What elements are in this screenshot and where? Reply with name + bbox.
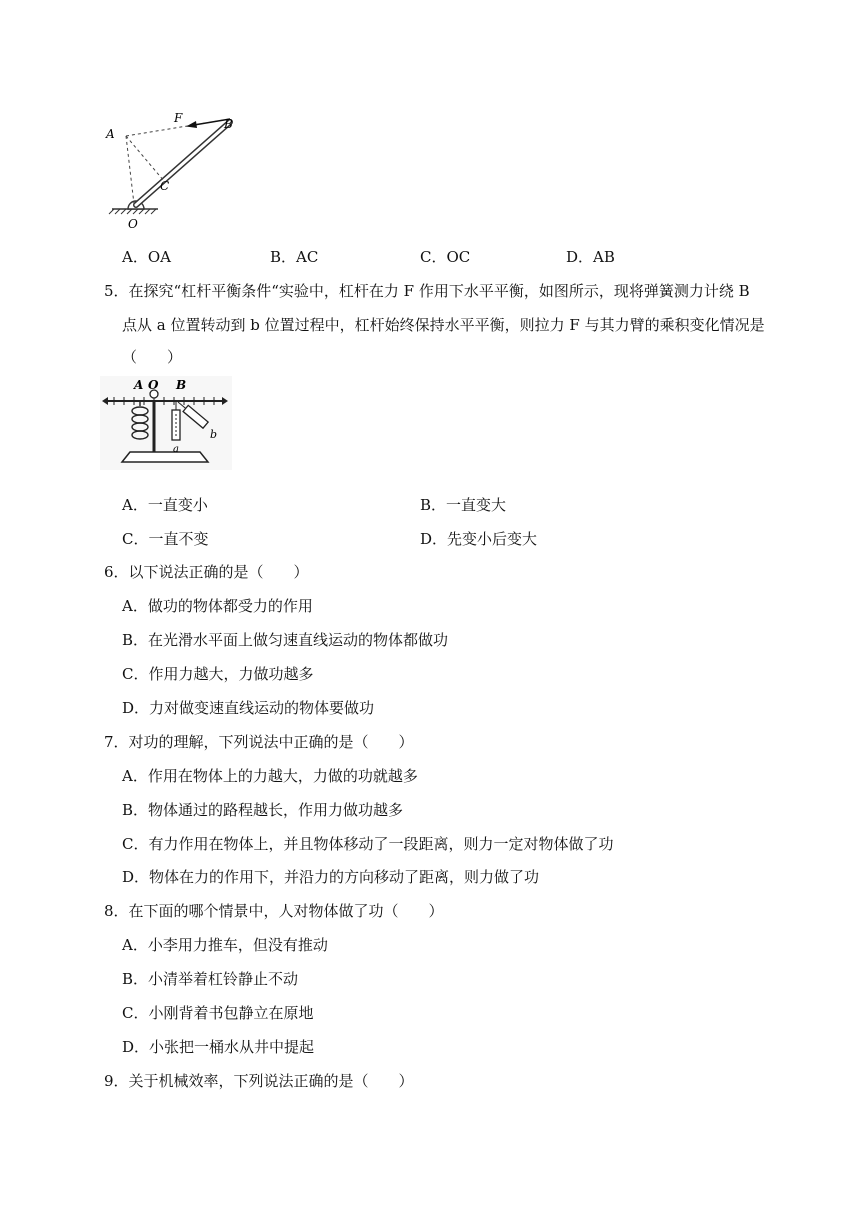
q5-option-a: A．一直变小: [122, 496, 208, 514]
q6-stem: 6．以下说法正确的是（ ）: [104, 563, 309, 581]
q5-option-d: D．先变小后变大: [420, 530, 538, 548]
q5-stem-line3: （ ）: [122, 348, 183, 366]
q8-stem: 8．在下面的哪个情景中，人对物体做了功（ ）: [104, 902, 444, 920]
lever-balance-figure: [100, 376, 232, 470]
lever-force-figure: [100, 108, 270, 233]
q5-option-b: B．一直变大: [420, 496, 507, 514]
dashed-AO: [126, 136, 134, 204]
q8-option-b: B．小清举着杠铃静止不动: [122, 970, 299, 988]
q8-option-d: D．小张把一桶水从井中提起: [122, 1038, 315, 1056]
q5-stem-line1: 5．在探究“杠杆平衡条件“实验中，杠杆在力 F 作用下水平平衡，如图所示，现将弹簧测力计绕 B: [104, 282, 750, 300]
label-B: B: [176, 378, 187, 392]
lever-force-diagram: [100, 108, 270, 233]
label-a: a: [173, 444, 179, 455]
q7-stem: 7．对功的理解，下列说法中正确的是（ ）: [104, 733, 414, 751]
label-A: A: [106, 127, 115, 141]
lever-balance-diagram: [100, 376, 232, 470]
q6-option-d: D．力对做变速直线运动的物体要做功: [122, 699, 375, 717]
q7-option-d: D．物体在力的作用下，并沿力的方向移动了距离，则力做了功: [122, 868, 540, 886]
q4-option-d: D．AB: [566, 248, 615, 266]
stand-base: [122, 452, 208, 462]
q6-option-c: C．作用力越大，力做功越多: [122, 665, 314, 683]
force-arrowhead: [186, 121, 197, 128]
q7-option-c: C．有力作用在物体上，并且物体移动了一段距离，则力一定对物体做了功: [122, 835, 614, 853]
q9-stem: 9．关于机械效率，下列说法正确的是（ ）: [104, 1072, 414, 1090]
q8-option-a: A．小李用力推车，但没有推动: [122, 936, 328, 954]
label-F: F: [174, 111, 183, 125]
q5-stem-line2: 点从 a 位置转动到 b 位置过程中，杠杆始终保持水平平衡，则拉力 F 与其力臂的乘积变化情况是: [122, 316, 765, 334]
q6-option-b: B．在光滑水平面上做匀速直线运动的物体都做功: [122, 631, 449, 649]
label-O: O: [148, 378, 159, 392]
q4-option-b: B．AC: [270, 248, 319, 266]
q4-option-a: A．OA: [122, 248, 171, 266]
label-B: B: [224, 117, 233, 131]
dashed-AC: [126, 136, 164, 181]
q4-option-c: C．OC: [420, 248, 471, 266]
label-C: C: [160, 179, 170, 193]
q7-option-a: A．作用在物体上的力越大，力做的功就越多: [122, 767, 418, 785]
q5-option-c: C．一直不变: [122, 530, 209, 548]
label-A: A: [134, 378, 144, 392]
q7-option-b: B．物体通过的路程越长，作用力做功越多: [122, 801, 404, 819]
label-O: O: [128, 217, 138, 231]
q8-option-c: C．小刚背着书包静立在原地: [122, 1004, 314, 1022]
lever-rod-inner: [136, 122, 230, 205]
q6-option-a: A．做功的物体都受力的作用: [122, 597, 313, 615]
label-b: b: [210, 428, 218, 441]
